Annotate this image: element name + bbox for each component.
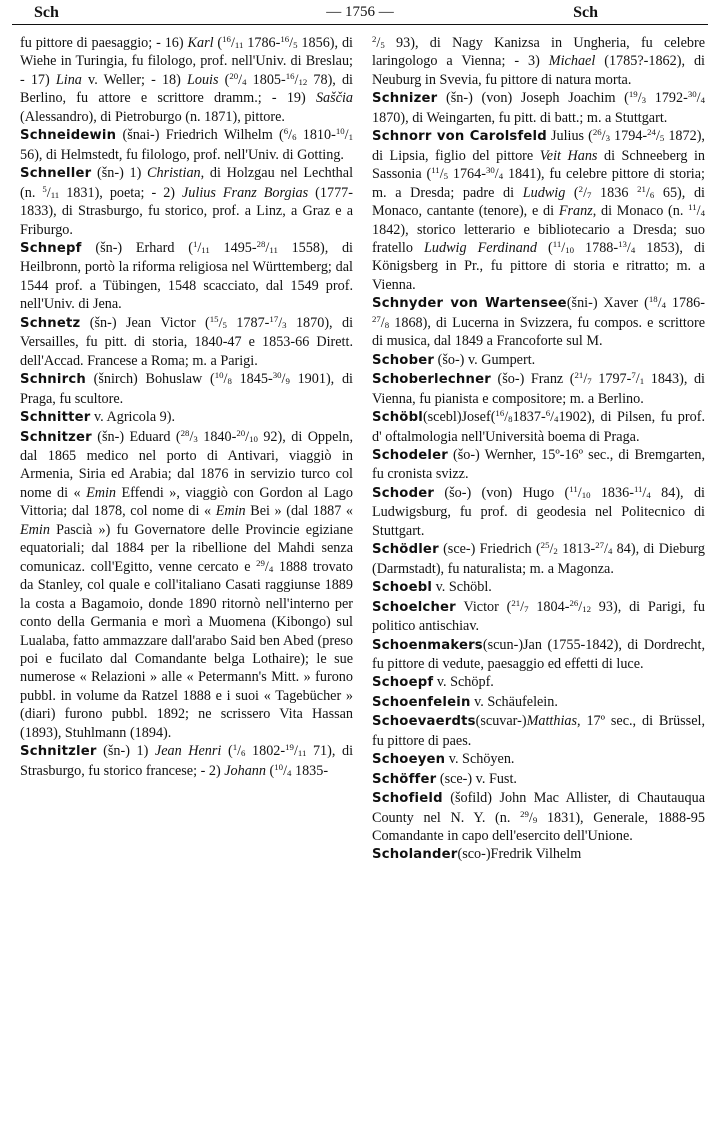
- right-column: [372, 34, 705, 865]
- entry-text: (šo-) (von) Hugo ($^{11}/_{10}$ $1836-^{11}/_4$ 84), di Ludwigsburg, fu prof. di geodesia nel Politecnico di Stuttgart.: [372, 484, 705, 539]
- entry-text: (šnai-) Friedrich Wilhelm ($^6/_6$ $1810-^{10}/_1$ 56), di Helmstedt, fu filologo, prof. nell'Univ. di Gotting.: [20, 126, 353, 163]
- entry-schnetz: [20, 314, 353, 370]
- headword: Schöffer: [372, 771, 437, 787]
- entry-schoepf: [372, 673, 705, 692]
- headword: Schnitter: [20, 410, 91, 426]
- page-number: — 1756 —: [326, 4, 394, 20]
- entry-text: v. Schöpf.: [433, 674, 494, 691]
- entry-schoberlechner: [372, 370, 705, 408]
- entry-schnorr-von-carolsfeld: [372, 127, 705, 294]
- right-continuation: [372, 34, 705, 89]
- entry-text: (šn-) Erhard ($^1/_{11}$ $1495-^{28}/_{11}$ 1558), di Heilbronn, portò la riforma religiosa nel Württemberg; dal 1544 prof. a Tübingen, 1548 scacciato, dal 1549 prof. nell'Univ. di Jena.: [20, 239, 353, 313]
- headword: Schnitzler: [20, 744, 97, 760]
- entry-text: (scun-)Jan (1755-1842), di Dordrecht, fu pittore di vedute, paesaggio ed effetti di luce.: [372, 636, 705, 672]
- entry-text: v. Agricola 9).: [90, 409, 176, 426]
- headword: Schnyder von Wartensee: [372, 296, 567, 312]
- headword: Schoeyen: [372, 752, 446, 768]
- entry-schnitzer: [20, 428, 353, 743]
- entry-schnirch: [20, 370, 353, 408]
- entry-schoelcher: [372, 598, 705, 636]
- entry-schoffer: [372, 770, 705, 789]
- entry-schnitzler: [20, 742, 353, 780]
- headword: Schnepf: [20, 240, 82, 256]
- headword: Schoevaerdts: [372, 714, 476, 730]
- entry-schofield: [372, 789, 705, 845]
- headword: Schödler: [372, 542, 439, 558]
- entry-text: $(scebl)Josef(^{16}/_81837-^6/_41902)$, di Pilsen, fu prof. d' oftalmologia nell'Università boema di Praga.: [372, 408, 705, 445]
- headword: Schoenfelein: [372, 694, 471, 710]
- entry-text: (šni-) Xaver ($^{18}/_4$ $1786-^{27}/_8$ 1868), di Lucerna in Svizzera, fu compos. e scrittore di musica, dal 1849 a Francoforte sul M.: [372, 294, 705, 350]
- headword: Schoberlechner: [372, 372, 491, 388]
- headword: Schoenmakers: [372, 637, 483, 653]
- entry-schoder: [372, 484, 705, 540]
- headword: Schneller: [20, 166, 92, 182]
- headword: Schober: [372, 352, 435, 368]
- running-head: [12, 2, 708, 25]
- entry-schnepf: [20, 239, 353, 314]
- entry-text: (šo-) Wernher, 15º-16º sec., di Bremgarten, fu cronista svizz.: [372, 446, 705, 483]
- entry-schnyder-von-wartensee: [372, 294, 705, 350]
- entry-text: (šn-) Eduard ($^{28}/_3$ $1840-^{20}/_{10}$ 92), di Oppeln, dal 1865 medico nel porto di Antivari, viaggiò in Armenia, Siria ed Arabia; dal 1876 in servizio turco col nome di « Emin Effendi », viaggiò con Gordon al Lago Vittoria; dal 1878, col nome di « Emin Bei » (dal 1887 « Emin Pascià ») fu Governatore delle Provincie egiziane equatoriali; dal 1884 per la ribellione del Mahdi senza comunicaz. coll'Egitto, venne cercato e $^{29}/_4$ 1888 trovato da Stanley, col quale e coll'italiano Casati raggiunse 1889 la costa a Bagamoio, donde 1890 ritornò nell'interno per conto della Germania e morì a Muomena (Kibongo) sul Lualaba, fatto ammazzare dall'arabo Said ben Abed (preso poi e fucilato dal Comandante belga Lothaire); le sue numerose « Relazioni » alle « Petermann's Mitt. » furono pubbl. in volume da Ratzel 1888 e i suoi « Tagebücher » (diari) furono pubbl. 1892; ne scrissero Vita Hassan (1893), Stuhlmann (1894).: [20, 427, 354, 741]
- headword: Schoepf: [372, 675, 434, 691]
- running-head-left: Sch: [34, 4, 59, 21]
- entry-schober: [372, 351, 705, 370]
- entry-text: (sce-) v. Fust.: [436, 770, 517, 787]
- entry-text: (šo-) Franz ($^{21}/_7$ $1797-^7/_1$ 1843), di Vienna, fu pianista e compositore; m. a Berlino.: [372, 370, 705, 407]
- entry-schobl: [372, 408, 705, 446]
- entry-text: (šn-) 1) Jean Henri ($^1/_6$ $1802-^{19}/_{11}$ 71), di Strasburgo, fu storico francese; - 2) Johann ($^{10}/_4$ 1835-: [20, 742, 354, 779]
- headword: Schöbl: [372, 410, 423, 426]
- entry-text: (šn-) (von) Joseph Joachim ($^{19}/_3$ $1792-^{30}/_4$ 1870), di Weingarten, fu pitt. di batt.; m. a Stuttgart.: [372, 89, 705, 126]
- headword: Schnorr von Carolsfeld: [372, 129, 547, 145]
- entry-schnizer: [372, 89, 705, 127]
- entry-text: (šn-) Jean Victor ($^{15}/_5$ $1787-^{17}/_3$ 1870), di Versailles, fu pitt. di storia, 1840-47 e 1853-66 Dirett. dell'Accad. Francese a Roma; m. a Parigi.: [20, 313, 354, 369]
- headword: Schnirch: [20, 372, 86, 388]
- headword: Schnetz: [20, 315, 81, 331]
- entry-schodler: [372, 540, 705, 578]
- entry-text: (šnirch) Bohuslaw ($^{10}/_8$ $1845-^{30}/_9$ 1901), di Praga, fu scultore.: [20, 370, 353, 407]
- entry-schoebl: [372, 578, 705, 597]
- entry-text: (sce-) Friedrich ($^{25}/_2$ $1813-^{27}/_4$ 84), di Dieburg (Darmstadt), fu naturalista; m. a Magonza.: [372, 540, 705, 577]
- entry-schoenfelein: [372, 693, 705, 712]
- entry-text: v. Schöyen.: [445, 751, 515, 768]
- headword: Schnitzer: [20, 429, 92, 445]
- entry-schoenmakers: [372, 636, 705, 674]
- entry-scholander: [372, 845, 705, 864]
- headword: Scholander: [372, 847, 458, 863]
- headword: Schnizer: [372, 91, 438, 107]
- entry-text: Victor ($^{21}/_7$ $1804-^{26}/_{12}$ 93), di Parigi, fu politico antischiav.: [372, 597, 705, 635]
- entry-text: $^2/_5$ 93), di Nagy Kanizsa in Ungheria, fu celebre laringologo a Vienna; - 3) Michael (1785?-1862), di Neuburg in Svevia, fu pittore di natura morta.: [372, 34, 705, 88]
- running-head-right: Sch: [573, 4, 598, 21]
- headword: Schoebl: [372, 580, 433, 596]
- headword: Schofield: [372, 791, 443, 807]
- entry-schneidewin: [20, 126, 353, 164]
- entry-text: (sco-)Fredrik Vilhelm: [457, 846, 582, 863]
- headword: Schoelcher: [372, 599, 456, 615]
- left-continuation: [20, 34, 353, 126]
- left-column: [20, 34, 353, 780]
- entry-text: (scuvar-)Matthias, 17º sec., di Brüssel, fu pittore di paes.: [372, 713, 705, 749]
- entry-text: (šn-) 1) Christian, di Holzgau nel Lechthal (n. $^5/_{11}$ 1831), poeta; - 2) Julius Franz Borgias (1777-1833), di Strasburgo, fu storico, prof. a Linz, a Graz e a Friburgo.: [20, 165, 354, 238]
- headword: Schoder: [372, 485, 435, 501]
- entry-schnitter: [20, 408, 353, 427]
- headword: Schodeler: [372, 447, 448, 463]
- entry-schneller: [20, 164, 353, 239]
- entry-text: Julius ($^{26}/_3$ $1794-^{24}/_5$ 1872), di Lipsia, figlio del pittore Veit Hans di Schneeberg in Sassonia ($^{11}/_5$ $1764-^{30}/_4$ 1841), fu celebre pittore di storia; m. a Dresda; padre di Ludwig ($^2/_7$ 1836 $^{21}/_6$ 65), di Monaco, cantante (tenore), e di Franz, di Monaco (n. $^{11}/_4$ 1842), storico letterario e bibliotecario a Dresda; suo fratello Ludwig Ferdinand ($^{11}/_{10}$ $1788-^{13}/_4$ 1853), di Königsberg in Pr., fu pittore di storia e ritratto; m. a Vienna.: [372, 127, 706, 293]
- entry-schoeyen: [372, 750, 705, 769]
- entry-schoevaerdts: [372, 712, 705, 750]
- entry-text: fu pittore di paesaggio; - 16) Karl ($^{16}/_{11}$ $1786-^{16}/_5$ 1856), di Wiehe in Turingia, fu filologo, prof. nell'Univ. di Breslau; - 17) Lina v. Weller; - 18) Louis ($^{20}/_4$ $1805-^{16}/_{12}$ 78), di Berlino, fu attore e scrittore dramm.; - 19) Saščia (Alessandro), di Pietroburgo (n. 1871), pittore.: [20, 34, 354, 125]
- entry-text: (šo-) v. Gumpert.: [434, 351, 536, 368]
- headword: Schneidewin: [20, 128, 117, 144]
- entry-text: v. Schäufelein.: [470, 693, 558, 710]
- entry-text: (šofild) John Mac Allister, di Chautauqua County nel N. Y. (n. $^{29}/_9$ 1831), Generale, 1888-95 Comandante in capo dell'esercito dell'Unione.: [372, 790, 705, 845]
- entry-text: v. Schöbl.: [432, 579, 492, 596]
- entry-schodeler: [372, 446, 705, 484]
